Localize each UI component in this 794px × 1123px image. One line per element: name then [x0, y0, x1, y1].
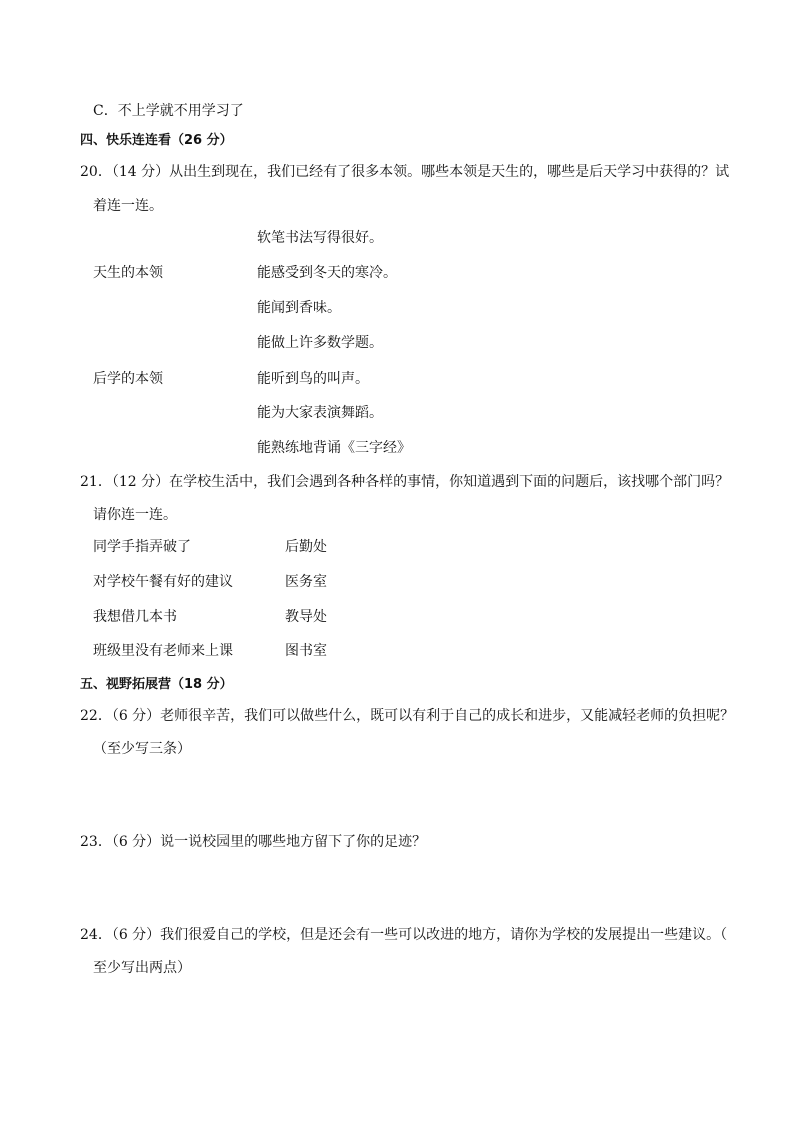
q20-right-item: 软笔书法写得很好。: [257, 230, 383, 246]
q20-stem-line1: 20．（14 分）从出生到现在，我们已经有了很多本领。哪些本领是天生的，哪些是后天学习中获得的？试: [80, 164, 730, 180]
q21-left-item: 同学手指弄破了: [93, 539, 191, 555]
section-5-title: 五、视野拓展营（18 分）: [80, 677, 233, 692]
q21-left-item: 我想借几本书: [93, 609, 177, 625]
q22-stem-line1: 22．（6 分）老师很辛苦，我们可以做些什么，既可以有利于自己的成长和进步，又能减轻老师的负担呢？: [80, 708, 735, 724]
q20-stem-line2: 着连一连。: [93, 198, 163, 214]
q20-right-item: 能感受到冬天的寒冷。: [257, 265, 397, 281]
q21-left-item: 班级里没有老师来上课: [93, 643, 233, 659]
q24-stem-line1: 24．（6 分）我们很爱自己的学校，但是还会有一些可以改进的地方，请你为学校的发展提出一些建议。（: [80, 927, 728, 943]
q21-right-item: 图书室: [285, 643, 327, 659]
q20-right-item: 能听到鸟的叫声。: [257, 371, 369, 387]
q22-stem-line2: （至少写三条）: [93, 741, 191, 757]
q21-right-item: 医务室: [285, 574, 327, 590]
q23-stem-line1: 23．（6 分）说一说校园里的哪些地方留下了你的足迹？: [80, 834, 427, 850]
q20-left-item: 天生的本领: [93, 265, 163, 281]
q20-right-item: 能做上许多数学题。: [257, 335, 383, 351]
q20-right-item: 能为大家表演舞蹈。: [257, 405, 383, 421]
q21-right-item: 教导处: [285, 609, 327, 625]
q21-right-item: 后勤处: [285, 539, 327, 555]
q20-right-item: 能熟练地背诵《三字经》: [257, 440, 411, 456]
q21-stem-line1: 21．（12 分）在学校生活中，我们会遇到各种各样的事情，你知道遇到下面的问题后，该找哪个部门吗？: [80, 474, 730, 490]
q21-left-item: 对学校午餐有好的建议: [93, 574, 233, 590]
section-4-title: 四、快乐连连看（26 分）: [80, 133, 233, 148]
q20-left-item: 后学的本领: [93, 371, 163, 387]
q20-right-item: 能闻到香味。: [257, 300, 341, 316]
q21-stem-line2: 请你连一连。: [93, 507, 177, 523]
q19-option-c: C．不上学就不用学习了: [93, 103, 244, 119]
q24-stem-line2: 至少写出两点）: [93, 960, 191, 976]
